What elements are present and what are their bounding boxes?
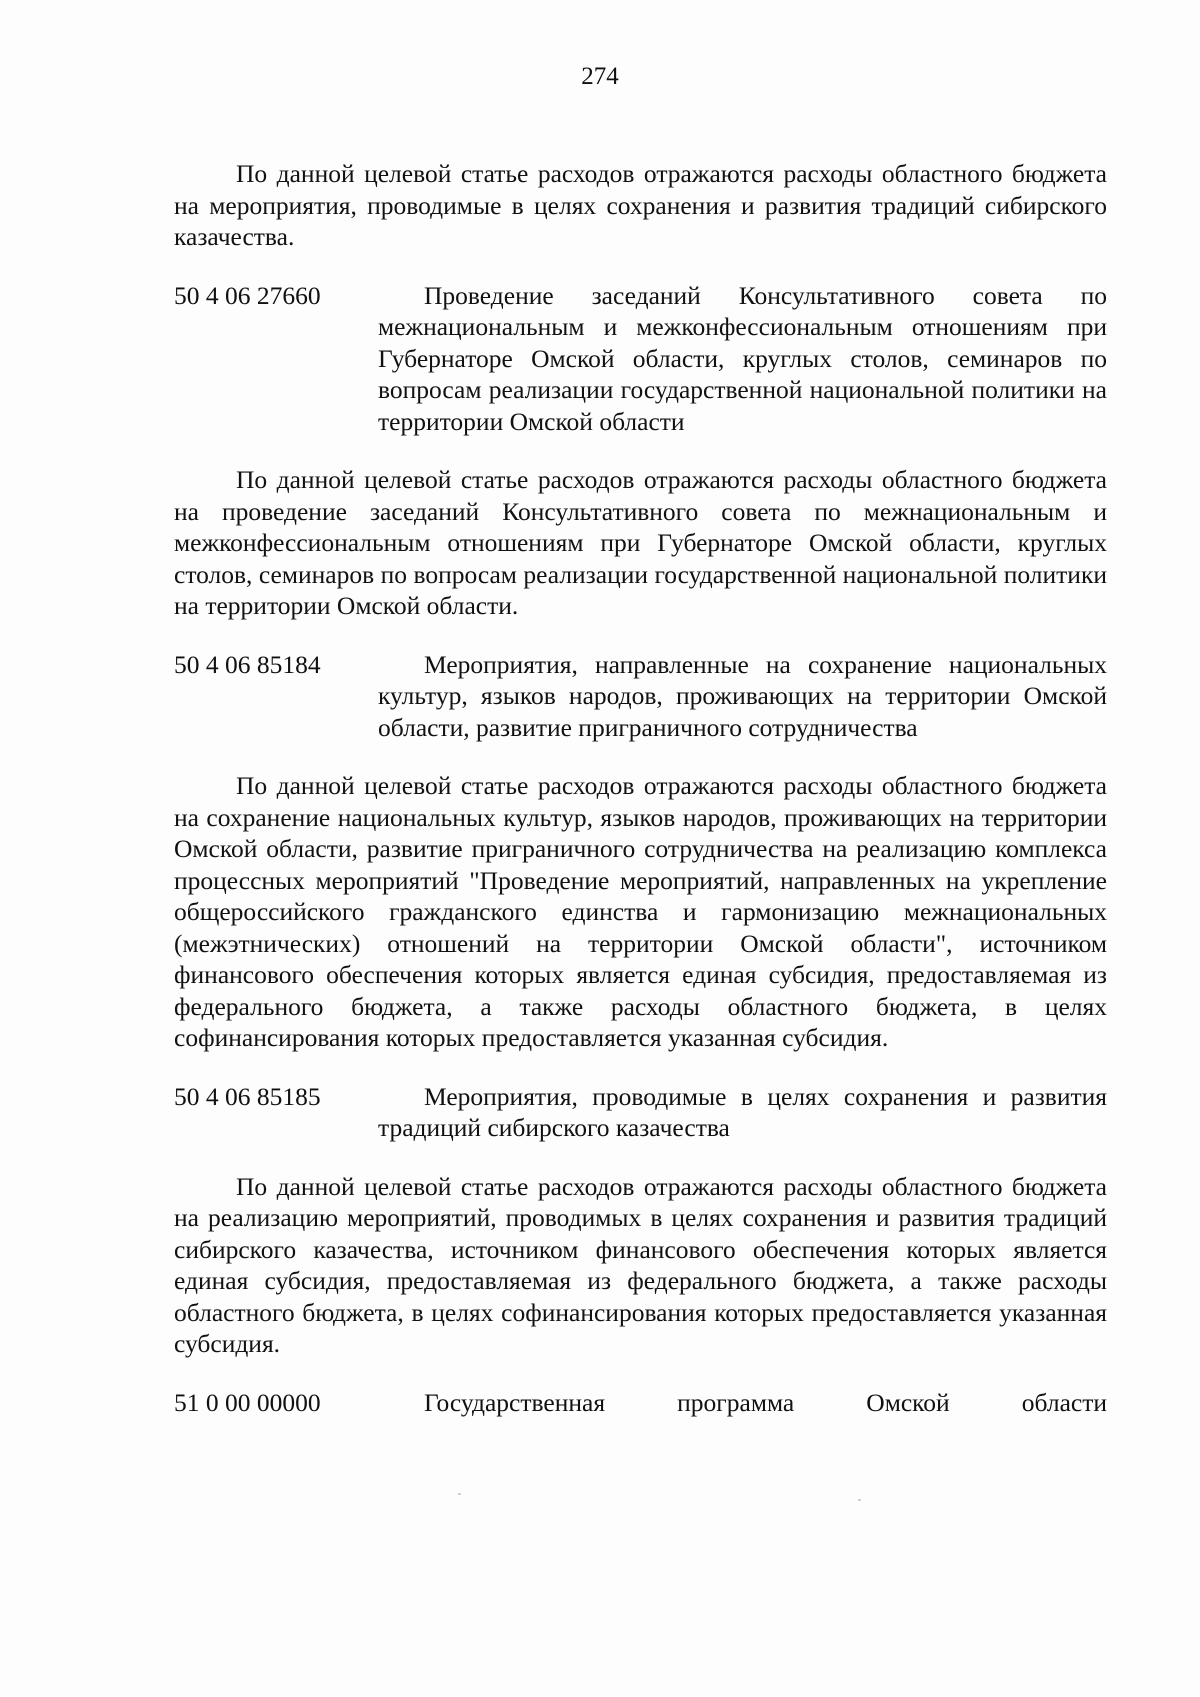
budget-code: 50 4 06 27660	[174, 280, 321, 310]
page-number: 274	[581, 63, 619, 90]
paragraph: По данной целевой статье расходов отражаются расходы областного бюджета на мероприятия, проводимые в целях сохранения и развития традиций сибирского казачества.	[174, 159, 1107, 251]
budget-code-description: Государственная программа Омской области	[424, 1387, 1107, 1417]
document-body	[174, 158, 1107, 1418]
budget-code-entry	[174, 280, 1107, 438]
budget-code-entry	[174, 649, 1107, 744]
scan-speck	[858, 1499, 861, 1501]
budget-code: 50 4 06 85185	[174, 1081, 321, 1111]
budget-code-description: Проведение заседаний Консультативного совета по межнациональным и межконфессиональным отношениям при Губернаторе Омской области, круглых столов, семинаров по вопросам реализации государственной национальной политики на территории Омской области	[378, 280, 1107, 436]
budget-code-entry	[174, 1081, 1107, 1144]
budget-code: 50 4 06 85184	[174, 649, 321, 679]
scan-speck	[458, 1493, 461, 1495]
budget-code-entry	[174, 1387, 1107, 1419]
paragraph: По данной целевой статье расходов отражаются расходы областного бюджета на сохранение национальных культур, языков народов, проживающих на территории Омской области, развитие приграничного сотрудничества на реализацию комплекса процессных мероприятий "Проведение мероприятий, направленных на укрепление общероссийского гражданского единства и гармонизацию межнациональных (межэтнических) отношений на территории Омской области", источником финансового обеспечения которых является единая субсидия, предоставляемая из федерального бюджета, а также расходы областного бюджета, в целях софинансирования которых предоставляется указанная субсидия.	[174, 771, 1107, 1052]
paragraph: По данной целевой статье расходов отражаются расходы областного бюджета на проведение заседаний Консультативного совета по межнациональным и межконфессиональным отношениям при Губернаторе Омской области, круглых столов, семинаров по вопросам реализации государственной национальной политики на территории Омской области.	[174, 465, 1107, 620]
budget-code-description: Мероприятия, направленные на сохранение национальных культур, языков народов, проживающих на территории Омской области, развитие приграничного сотрудничества	[378, 649, 1107, 742]
budget-code: 51 0 00 00000	[174, 1387, 321, 1417]
budget-code-description: Мероприятия, проводимые в целях сохранения и развития традиций сибирского казачества	[378, 1081, 1107, 1142]
paragraph: По данной целевой статье расходов отражаются расходы областного бюджета на реализацию мероприятий, проводимых в целях сохранения и развития традиций сибирского казачества, источником финансового обеспечения которых является единая субсидия, предоставляемая из федерального бюджета, а также расходы областного бюджета, в целях софинансирования которых предоставляется указанная субсидия.	[174, 1171, 1107, 1358]
